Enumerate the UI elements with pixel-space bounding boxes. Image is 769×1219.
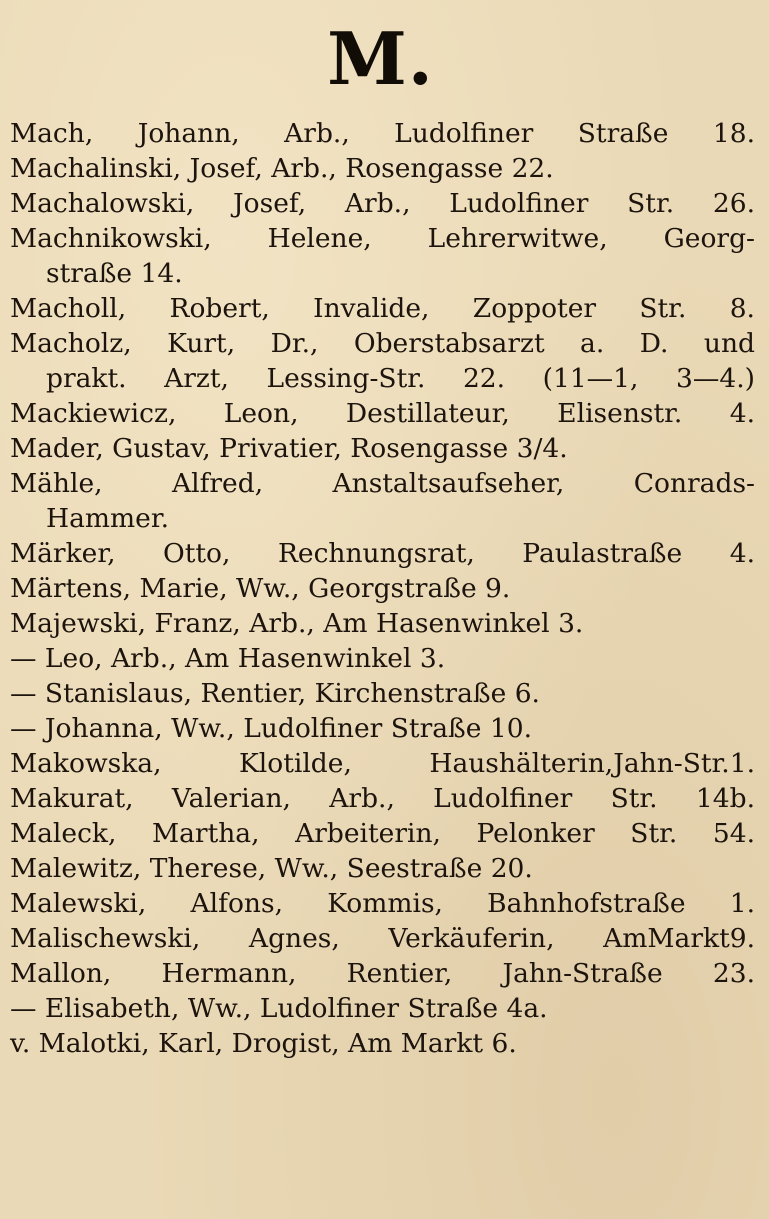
directory-entry: Malischewski, Agnes, Verkäuferin, AmMarkt9. <box>10 923 755 954</box>
directory-entry-list <box>6 116 755 1061</box>
directory-entry: Mader, Gustav, Privatier, Rosengasse 3/4. <box>10 433 568 464</box>
directory-entry-continuation: Hammer. <box>46 503 170 534</box>
directory-entry-continuation: straße 14. <box>46 258 183 289</box>
directory-entry: — Leo, Arb., Am Hasenwinkel 3. <box>10 643 446 674</box>
directory-entry: Machalowski, Josef, Arb., Ludolfiner Str. 26. <box>10 188 755 219</box>
directory-entry: Macholz, Kurt, Dr., Oberstabsarzt a. D. und <box>10 328 755 359</box>
directory-entry: — Stanislaus, Rentier, Kirchenstraße 6. <box>10 678 540 709</box>
directory-entry: Maleck, Martha, Arbeiterin, Pelonker Str. 54. <box>10 818 755 849</box>
section-heading <box>6 0 755 116</box>
directory-entry: Machalinski, Josef, Arb., Rosengasse 22. <box>10 153 554 184</box>
directory-entry: Märker, Otto, Rechnungsrat, Paulastraße 4. <box>10 538 755 569</box>
directory-entry: Mallon, Hermann, Rentier, Jahn-Straße 23. <box>10 958 755 989</box>
directory-entry: Mähle, Alfred, Anstaltsaufseher, Conrads- <box>10 468 755 499</box>
directory-entry: Märtens, Marie, Ww., Georgstraße 9. <box>10 573 511 604</box>
directory-entry: Makurat, Valerian, Arb., Ludolfiner Str. 14b. <box>10 783 755 814</box>
directory-entry: Mackiewicz, Leon, Destillateur, Elisenstr. 4. <box>10 398 755 429</box>
directory-entry: v. Malotki, Karl, Drogist, Am Markt 6. <box>10 1028 517 1059</box>
directory-entry-continuation: prakt. Arzt, Lessing-Str. 22. (11—1, 3—4.) <box>46 363 755 394</box>
directory-entry: Majewski, Franz, Arb., Am Hasenwinkel 3. <box>10 608 584 639</box>
directory-entry: Mach, Johann, Arb., Ludolfiner Straße 18. <box>10 118 755 149</box>
directory-entry: — Johanna, Ww., Ludolfiner Straße 10. <box>10 713 532 744</box>
directory-entry: Malewitz, Therese, Ww., Seestraße 20. <box>10 853 533 884</box>
directory-entry: — Elisabeth, Ww., Ludolfiner Straße 4a. <box>10 993 548 1024</box>
directory-entry: Machnikowski, Helene, Lehrerwitwe, Georg- <box>10 223 755 254</box>
directory-entry: Makowska, Klotilde, Haushälterin,Jahn-Str.1. <box>10 748 755 779</box>
directory-entry: Malewski, Alfons, Kommis, Bahnhofstraße 1. <box>10 888 755 919</box>
directory-entry: Macholl, Robert, Invalide, Zoppoter Str. 8. <box>10 293 755 324</box>
section-letter: M. <box>327 15 434 101</box>
